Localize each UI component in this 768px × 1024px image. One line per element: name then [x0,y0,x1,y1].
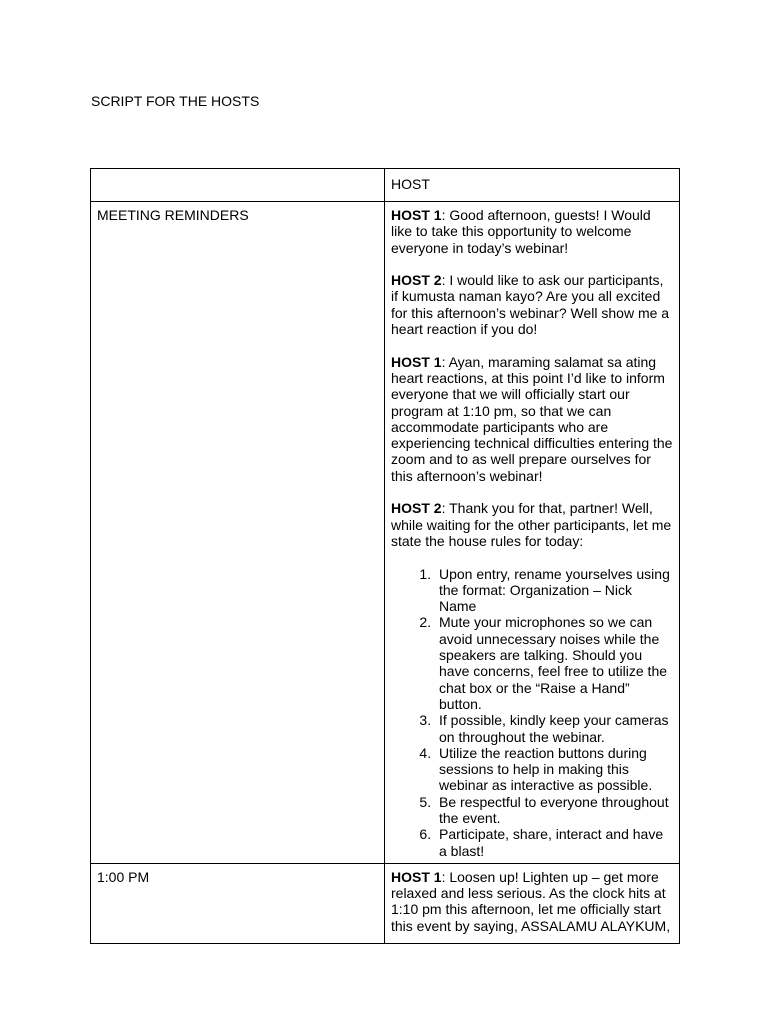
segment-label: 1:00 PM [91,863,385,943]
house-rule-item: 5. Be respectful to everyone throughout the event. [435,794,673,827]
script-paragraph [391,272,673,337]
house-rule-item: 4. Utilize the reaction buttons during sessions to help in making this webinar as interactive as possible. [435,745,673,794]
script-paragraph [391,869,673,934]
speaker-label: HOST 1 [391,353,442,370]
host-script-cell [385,863,680,943]
table-row-meeting-reminders [91,202,680,864]
script-paragraph [391,500,673,549]
script-text: : Loosen up! Lighten up – get more relaxed and less serious. As the clock hits at 1:10 pm this afternoon, let me officially start this event by saying, ASSALAMU ALAYKUM, [391,868,671,934]
speaker-label: HOST 2 [391,500,442,517]
script-text: : Good afternoon, guests! I Would like to take this opportunity to welcome everyone in today’s webinar! [391,207,651,256]
script-text: : Thank you for that, partner! Well, while waiting for the other participants, let me state the house rules for today: [391,500,672,549]
document-title: SCRIPT FOR THE HOSTS [91,93,260,109]
script-paragraph [391,207,673,256]
speaker-label: HOST 2 [391,272,442,289]
header-cell-left [91,169,385,202]
house-rules-list [391,566,673,859]
script-paragraph [391,354,673,484]
segment-label: MEETING REMINDERS [91,202,385,864]
house-rule-item: 2. Mute your microphones so we can avoid unnecessary noises while the speakers are talking. Should you have concerns, feel free to utilize the chat box or the “Raise a Hand” button. [435,614,673,712]
speaker-label: HOST 1 [391,207,442,223]
header-cell-host: HOST [385,169,680,202]
table-row-1-00-pm [91,863,680,943]
speaker-label: HOST 1 [391,868,442,885]
host-script-table [90,168,680,944]
house-rule-item: 3. If possible, kindly keep your cameras on throughout the webinar. [435,712,673,745]
house-rule-item: 6. Participate, share, interact and have a blast! [435,826,673,859]
host-script-cell [385,202,680,864]
house-rule-item: 1. Upon entry, rename yourselves using the format: Organization – Nick Name [435,566,673,615]
script-text: : I would like to ask our participants, if kumusta naman kayo? Are you all excited for this afternoon’s webinar? Well show me a heart reaction if you do! [391,272,670,338]
table-header-row [91,169,680,202]
script-text: : Ayan, maraming salamat sa ating heart reactions, at this point I’d like to inform everyone that we will officially start our program at 1:10 pm, so that we can accommodate participants who are experiencing technical difficulties entering the zoom and to as well prepare ourselves for this afternoon’s webinar! [391,353,673,484]
